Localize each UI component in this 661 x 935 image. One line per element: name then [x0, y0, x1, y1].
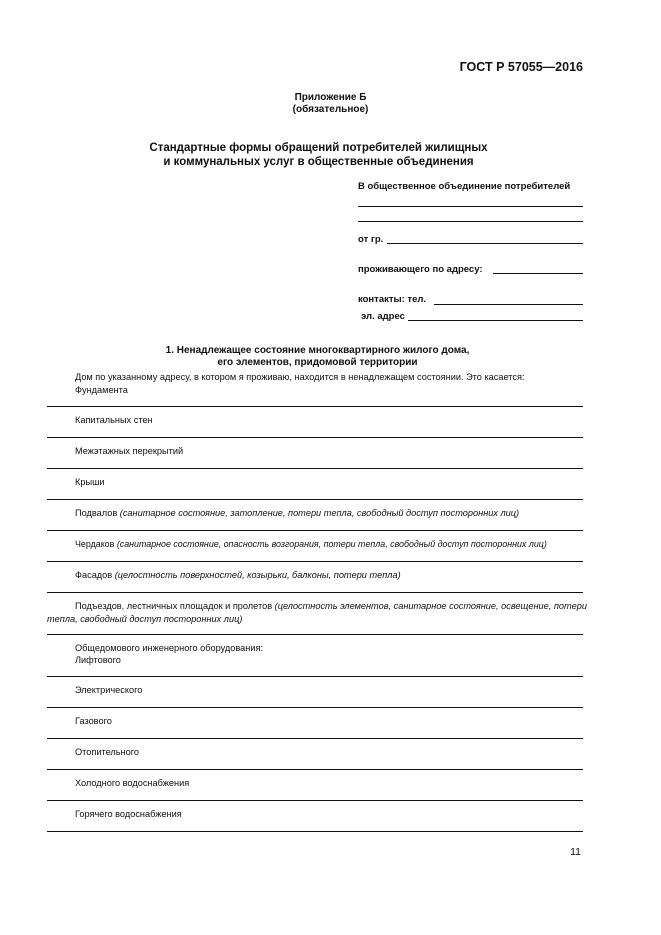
field-floors-label: Межэтажных перекрытий — [75, 446, 184, 456]
field-roof-line[interactable] — [47, 499, 583, 500]
field-elevator-line[interactable] — [47, 676, 583, 677]
recipient-label: В общественное объединение потребителей — [358, 181, 571, 192]
recipient-line-1[interactable] — [358, 206, 583, 207]
appendix-status: (обязательное) — [292, 104, 369, 115]
email-line[interactable] — [408, 320, 583, 321]
field-basements-line[interactable] — [47, 530, 583, 531]
field-walls-line[interactable] — [47, 437, 583, 438]
field-facades-label: Фасадов (целостность поверхностей, козырьки, балконы, потери тепла) — [75, 570, 401, 580]
section1-intro: Дом по указанному адресу, в котором я проживаю, находится в ненадлежащем состоянии. Это касается: — [75, 372, 525, 382]
contacts-label: контакты: тел. — [358, 294, 427, 305]
from-label: от гр. — [358, 234, 384, 245]
equipment-intro: Общедомового инженерного оборудования: — [75, 643, 263, 653]
field-walls-label: Капитальных стен — [75, 415, 153, 425]
field-heating-line[interactable] — [47, 769, 583, 770]
field-heating-label: Отопительного — [75, 747, 139, 757]
field-cold-water-line[interactable] — [47, 800, 583, 801]
field-entrances-line[interactable] — [47, 634, 583, 635]
field-electrical-line[interactable] — [47, 707, 583, 708]
field-electrical-label: Электрического — [75, 685, 143, 695]
doc-title-line1: Стандартные формы обращений потребителей жилищных — [149, 142, 488, 154]
field-entrances-label: Подъездов, лестничных площадок и пролетов (целостность элементов, санитарное состояние, освещение, потери тепла, свободный доступ посторонних лиц) — [47, 601, 587, 624]
field-hot-water-label: Горячего водоснабжения — [75, 809, 182, 819]
field-attics-label: Чердаков (санитарное состояние, опасность возгорания, потери тепла, свободный доступ посторонних лиц) — [75, 539, 547, 549]
field-floors-line[interactable] — [47, 468, 583, 469]
field-gas-line[interactable] — [47, 738, 583, 739]
field-hot-water-line[interactable] — [47, 831, 583, 832]
field-foundation-label: Фундамента — [75, 385, 128, 395]
section1-title-line2: его элементов, придомовой территории — [217, 357, 418, 368]
field-gas-label: Газового — [75, 716, 112, 726]
field-elevator-label: Лифтового — [75, 655, 121, 665]
field-basements-label: Подвалов (санитарное состояние, затопление, потери тепла, свободный доступ посторонних лиц) — [75, 508, 520, 518]
from-line[interactable] — [387, 243, 583, 244]
document-code: ГОСТ Р 57055—2016 — [459, 60, 583, 74]
section1-title-line1: 1. Ненадлежащее состояние многоквартирного жилого дома, — [165, 345, 470, 356]
recipient-line-2[interactable] — [358, 221, 583, 222]
field-attics-line[interactable] — [47, 561, 583, 562]
field-cold-water-label: Холодного водоснабжения — [75, 778, 190, 788]
appendix-title: Приложение Б — [294, 92, 367, 103]
page-number: 11 — [570, 846, 581, 858]
doc-title-line2: и коммунальных услуг в общественные объединения — [163, 156, 474, 168]
field-roof-label: Крыши — [75, 477, 105, 487]
field-foundation-line[interactable] — [47, 406, 583, 407]
residence-line[interactable] — [493, 273, 583, 274]
email-label: эл. адрес — [361, 311, 405, 322]
field-facades-line[interactable] — [47, 592, 583, 593]
residence-label: проживающего по адресу: — [358, 264, 483, 275]
contacts-line[interactable] — [434, 304, 583, 305]
